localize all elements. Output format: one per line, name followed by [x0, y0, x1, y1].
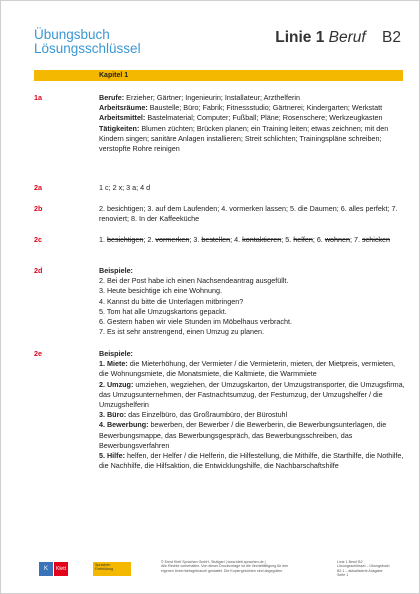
struck-word: besichtigen [107, 235, 144, 244]
klett-logo [39, 562, 71, 576]
struck-word: bestellen [201, 235, 231, 244]
series-title [275, 29, 401, 47]
answer-label: Arbeitsräume: [99, 103, 148, 113]
exercise-number: 2b [34, 204, 43, 213]
answer-line [99, 380, 406, 411]
answer-label: Tätigkeiten: [99, 123, 140, 133]
struck-word: helfen [293, 235, 313, 244]
answer-line [99, 359, 406, 379]
level-label: B2 [382, 29, 401, 46]
k-mark-icon: K [39, 562, 53, 576]
answer-text: die Mieterhöhung, der Vermieter / die Vermieterin, mieten, der Mietpreis, vermieten, die Wohnungsmiete, die Monatsmiete, die Kaltmiete, die Warmmiete [99, 359, 396, 379]
answer-line: 4. Kannst du bitte die Unterlagen mitbringen? [99, 296, 244, 306]
partner-logo: Sprachen Fortbildung [93, 562, 131, 576]
answer-label: 1. Miete: [99, 359, 128, 369]
answer-text: bewerben, der Bewerber / die Bewerberin, die Bewerbungsunterlagen, die Bewerbungsmappe, das Bewerbungsgespräch, das Bewerbungsschreiben, das Bewerbungsverfahren [99, 420, 387, 450]
answer-line: 2. Bei der Post habe ich einen Nachsendeantrag ausgefüllt. [99, 276, 289, 286]
exercise-2b [34, 204, 406, 224]
answer-line [99, 93, 406, 103]
exercise-number: 2e [34, 349, 42, 358]
publisher-logo-text: Klett [54, 562, 68, 576]
answer-text: Blumen züchten; Brücken planen; ein Training leiten; etwas zeichnen; mit den Kindern singen; sanitäre Anlagen installieren; Streit schlichten; Trainingspläne schreiben; verstopfte Rohre reinigen [99, 123, 389, 154]
answer-label: Berufe: [99, 93, 125, 102]
answer-label: Arbeitsmittel: [99, 113, 146, 123]
answer-line: 5. Tom hat alle Umzugskartons gepackt. [99, 306, 227, 316]
struck-word: kontaktieren [242, 235, 282, 244]
answer-text: Erzieher; Gärtner; Ingenieurin; Installateur; Arzthelferin [124, 93, 300, 102]
answer-text: Baustelle; Büro; Fabrik; Fitnessstudio; Gärtnerei; Kindergarten; Werkstatt [147, 103, 383, 113]
series-name: Linie 1 [275, 29, 325, 46]
answer-text: umziehen, wegziehen, der Umzugskarton, der Umzugstransporter, die Umzugsfirma, das Umzugsunternehmen, der Fastnachtsumzug, der Festumzug, der Umzugshelfer / die Umzugshelferin [99, 379, 405, 410]
exercise-2a [34, 183, 406, 193]
exercise-number: 1a [34, 93, 42, 102]
answer-line [99, 103, 406, 113]
answer-label: 2. Umzug: [99, 379, 134, 389]
answer-line [99, 113, 406, 123]
series-subtitle: Beruf [328, 29, 366, 46]
struck-word: wohnen [324, 235, 351, 244]
answer-line: 3. Heute besichtige ich eine Wohnung. [99, 286, 222, 296]
examples-heading: Beispiele: [99, 349, 133, 358]
exercise-2d [34, 266, 406, 337]
answer-text: 2. besichtigen; 3. auf dem Laufenden; 4. vormerken lassen; 5. die Daumen; 6. alles perfekt; 7. renoviert; 8. In der Kaffeeküche [99, 204, 398, 224]
answer-label: 4. Bewerbung: [99, 420, 149, 430]
answer-text: das Einzelbüro, das Großraumbüro, der Bürostuhl [126, 410, 288, 420]
exercise-number: 2a [34, 183, 42, 192]
answer-label: 3. Büro: [99, 410, 127, 420]
book-title [34, 28, 141, 56]
answer-line [99, 451, 406, 471]
chapter-bar [34, 70, 403, 81]
answer-text: 1 c; 2 x; 3 a; 4 d [99, 183, 151, 192]
copyright-notice: © Ernst Klett Sprachen GmbH, Stuttgart | www.klett-sprachen.de | Alle Rechte vorbehalten. Von dieser Druckvorlage ist die Vervielfältigung für den eigenen Unterrichtsgebrauch gestattet. Die Kopiergebühren sind abgegolten. [161, 560, 289, 573]
exercise-number: 2d [34, 266, 43, 275]
answer-text: Bastelmaterial; Computer; Fußball; Pläne; Rosenschere; Werkzeugkasten [145, 113, 383, 123]
answer-line [99, 410, 406, 420]
book-title-line2: Lösungsschlüssel [34, 41, 141, 56]
answer-line [99, 420, 406, 451]
answer-text: helfen, der Helfer / die Helferin, die Hilfestellung, die Mithilfe, die Starthilfe, die Nothilfe, die Nachhilfe, die Hilfsaktion, die Entwicklungshilfe, die Nachbarschaftshilfe [99, 451, 404, 471]
struck-word: vormerken [155, 235, 190, 244]
exercise-1a [34, 93, 406, 154]
answer-list: 1. besichtigen; 2. vormerken; 3. bestellen; 4. kontaktieren; 5. helfen; 6. wohnen; 7. schicken [99, 235, 391, 244]
examples-heading: Beispiele: [99, 266, 133, 275]
answer-line [99, 124, 406, 155]
chapter-title: Kapitel 1 [99, 72, 129, 79]
book-info: Linie 1 Beruf B2 Lösungsschlüssel – Übungsbuch B2.1 – aktualisierte Ausgabe Seite 1 [337, 560, 390, 578]
exercise-2c [34, 235, 406, 245]
answer-label: 5. Hilfe: [99, 451, 125, 461]
book-title-line1: Übungsbuch [34, 27, 110, 42]
answer-line: 7. Es ist sehr anstrengend, einen Umzug zu planen. [99, 327, 265, 337]
exercise-2e [34, 349, 406, 471]
exercise-number: 2c [34, 235, 42, 244]
struck-word: schicken [362, 235, 391, 244]
answer-line: 6. Gestern haben wir viele Stunden im Möbelhaus verbracht. [99, 317, 292, 327]
